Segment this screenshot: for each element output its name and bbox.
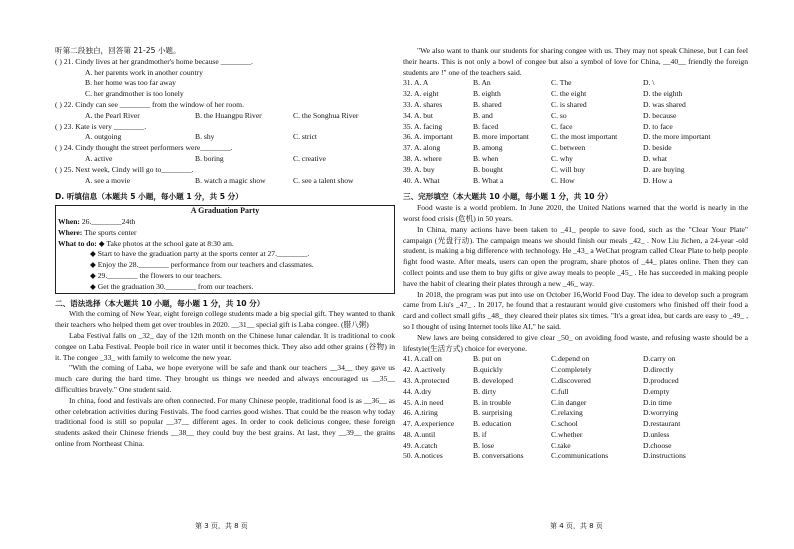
question-23	[55, 122, 395, 144]
left-column	[55, 46, 395, 450]
passage-paragraph: In China, many actions have been taken to _41_ people to save food, such as the "Clear Your Plate" campaign (光盘行动). The campaign means we should finish our meals _42_ . Now Liu Jichen, a 24-year -old student, is making a big difference with technology. He _43_ a WeChat program called Clear Plate to help people fight food waste. After meals, users can open the program, share photos of _44_ plates online. Then they can collect points and use them to buy gifts or give away meals to people _45_ . He has succeeded in making people have the habit of clearing their plates through a new _46_ way.	[403, 224, 748, 288]
option-cell: C.in danger	[551, 397, 587, 407]
option-cell: B. eighth	[473, 89, 501, 99]
box-title: A Graduation Party	[190, 206, 260, 216]
when-label: When:	[58, 216, 80, 226]
option-cell: B. in trouble	[473, 397, 512, 407]
todo-item: ◆ Get the graduation 30.________ from our teachers.	[90, 281, 254, 291]
option-cell: 35. A. facing	[403, 121, 443, 131]
option: C. her grandmother is too lonely	[85, 89, 184, 99]
what-to-do-label: What to do:	[58, 238, 97, 248]
question-25	[55, 165, 395, 187]
option-cell: 44. A.dry	[403, 386, 432, 396]
todo-item: ◆ Take photos at the school gate at 8:30 am.	[98, 238, 234, 248]
section-3-title: 三、完形填空（本大题共 10 小题，每小题 1 分，共 10 分）	[403, 192, 613, 202]
option-cell: B. What a	[473, 175, 504, 185]
option-cell: D. to face	[643, 121, 673, 131]
option: B. boring	[195, 153, 224, 163]
option-cell: 45. A.in need	[403, 397, 444, 407]
question-21	[55, 57, 395, 100]
option-cell: D. what	[643, 153, 668, 163]
option-cell: 42. A.actively	[403, 365, 446, 375]
passage-paragraph: New laws are being considered to give clear _50_ on avoiding food waste, and refusing waste should be a lifestyle(生活方式) choice for everyone.	[403, 332, 748, 353]
graduation-party-box	[55, 205, 395, 293]
option-cell: D. are buying	[643, 164, 685, 174]
option: B. watch a magic show	[195, 175, 266, 185]
option-cell: B. education	[473, 419, 512, 429]
passage-paragraph: With the coming of New Year, eight foreign college students made a big special gift. They wanted to thank their teachers who helped them get over troubles in 2020. __31__ special gift is Laba congee. (腊八粥)	[55, 309, 395, 330]
question-stem: ( ) 22. Cindy can see ________ from the window of her room.	[55, 99, 244, 109]
option-cell: C. between	[551, 143, 586, 153]
option-cell: D.empty	[643, 386, 670, 396]
cloze-options-table	[403, 354, 748, 462]
option-cell: D. \	[643, 78, 655, 88]
passage-paragraph: "We also want to thank our students for sharing congee with us. They may not speak Chinese, but I can feel their hearts. This is not only a bowl of congee but also a symbol of love for China, __40__ friendly the foreign students are !" one of the teachers said.	[403, 46, 748, 77]
option-cell: C.discovered	[551, 375, 591, 385]
option-cell: D. beside	[643, 143, 672, 153]
question-stem: ( ) 24. Cindy thought the street performers were________.	[55, 143, 233, 153]
option-cell: 40. A. What	[403, 175, 440, 185]
option-cell: C. so	[551, 110, 567, 120]
when-value: 26.________24th	[81, 216, 136, 226]
option-cell: 36. A. important	[403, 132, 453, 142]
option-cell: C. face	[551, 121, 573, 131]
option-cell: 34. A. but	[403, 110, 433, 120]
option-cell: D. the eighth	[643, 89, 683, 99]
option-cell: 46. A.tiring	[403, 408, 438, 418]
option: C. strict	[293, 132, 318, 142]
where-value: The sports center	[84, 227, 137, 237]
option: A. the Pearl River	[85, 110, 140, 120]
option-cell: C.whether	[551, 429, 583, 439]
option-cell: C. will buy	[551, 164, 585, 174]
option-cell: 41. A.call on	[403, 354, 442, 364]
option-cell: B. if	[473, 429, 487, 439]
question-22	[55, 100, 395, 122]
option-cell: B. surprising	[473, 408, 513, 418]
option-cell: B. dirty	[473, 386, 497, 396]
option-cell: D. How a	[643, 175, 673, 185]
option-cell: D.produced	[643, 375, 679, 385]
option-cell: D. the more important	[643, 132, 711, 142]
option-cell: D.restaurant	[643, 419, 681, 429]
option: B. shy	[195, 132, 215, 142]
page-number-left: 第 3 页，共 8 页	[195, 522, 248, 530]
option-cell: D.directly	[643, 365, 674, 375]
option-cell: B. shared	[473, 99, 502, 109]
option-cell: B. lose	[473, 440, 495, 450]
option-cell: B. conversations	[473, 451, 524, 461]
option-cell: 43. A.protected	[403, 375, 450, 385]
option: B. the Huangpu River	[195, 110, 262, 120]
passage-paragraph: In china, food and festivals are often connected. For many Chinese people, traditional food is as __36__ as other celebration activities during Festivals. The food carries good wishes. That could be the reason why today traditional food is still so popular __37__ different ages. In order to cook delicious congee, these foreign students asked their Chinese friends __38__ they could buy the best grains. At last, they __39__ the grains online from Northeast China.	[55, 395, 395, 448]
option-cell: 37. A. along	[403, 143, 441, 153]
grammar-options-table	[403, 78, 748, 186]
option-cell: B. faced	[473, 121, 499, 131]
option-cell: C. How	[551, 175, 575, 185]
option-cell: D.carry on	[643, 354, 676, 364]
todo-item: ◆ Start to have the graduation party at the sports center at 27.________.	[90, 249, 310, 259]
option-cell: 38. A. where	[403, 153, 442, 163]
passage-paragraph: Food waste is a world problem. In June 2020, the United Nations warned that the world is nearly in the worst food crisis (危机) in 50 years.	[403, 203, 748, 223]
listening-header: 听第二段独白，回答第 21-25 小题。	[55, 46, 181, 55]
option-cell: C.depend on	[551, 354, 590, 364]
option-cell: D. because	[643, 110, 677, 120]
option-cell: C. The	[551, 78, 572, 88]
option-cell: 50. A.notices	[403, 451, 443, 461]
option-cell: B.quickly	[473, 365, 503, 375]
option-cell: D.in time	[643, 397, 672, 407]
option: A. outgoing	[85, 132, 122, 142]
passage-paragraph: Laba Festival falls on _32_ day of the 12th month on the Chinese lunar calendar. It is traditional to cook congee on Laba Festival. People boil rice in water until it becomes thick. They also add other grains (谷物) in it. The congee _33_ with family to welcome the new year.	[55, 330, 395, 362]
section-2-title: 二、语法选择（本大题共 10 小题，每小题 1 分，共 10 分）	[55, 298, 265, 308]
passage-paragraph: "With the coming of Laba, we hope everyone will be safe and thank our teachers __34__ they gave us much care during the hard time. They brought us things we needed and always encouraged us __35__ difficulties bravely." One student said.	[55, 363, 395, 394]
option-cell: C. why	[551, 153, 573, 163]
option-cell: C.take	[551, 440, 571, 450]
right-column	[403, 46, 748, 462]
option-cell: C.communications	[551, 451, 609, 461]
option-cell: B. when	[473, 153, 499, 163]
option-cell: 47. A.experience	[403, 419, 455, 429]
option-cell: 39. A. buy	[403, 164, 435, 174]
option-cell: C.full	[551, 386, 569, 396]
option: A. see a movie	[85, 175, 131, 185]
option-cell: B. and	[473, 110, 493, 120]
option-cell: B. put on	[473, 354, 502, 364]
option: C. creative	[293, 153, 326, 163]
option-cell: 33. A. shares	[403, 99, 443, 109]
question-stem: ( ) 23. Kate is very ________.	[55, 121, 147, 131]
option: C. see a talent show	[293, 175, 354, 185]
option-cell: 49. A.catch	[403, 440, 438, 450]
option-cell: 48. A.until	[403, 429, 436, 439]
option-cell: B. more important	[473, 132, 529, 142]
page-number-right: 第 4 页，共 8 页	[550, 522, 603, 530]
option-cell: C. the most important	[551, 132, 618, 142]
option-cell: D. was shared	[643, 99, 686, 109]
option-cell: B. bought	[473, 164, 503, 174]
option: C. the Songhua River	[293, 110, 359, 120]
option-cell: D.worrying	[643, 408, 679, 418]
option-cell: C. the eight	[551, 89, 587, 99]
option-cell: D.unless	[643, 429, 670, 439]
option-cell: B. An	[473, 78, 491, 88]
option-cell: 31. A. A	[403, 78, 429, 88]
section-d-title: D. 听填信息（本题共 5 小题，每小题 1 分，共 5 分）	[55, 192, 243, 202]
where-label: Where:	[58, 227, 83, 237]
todo-item: ◆ Enjoy the 28.________ performance from our teachers and classmates.	[90, 260, 314, 270]
option-cell: B. among	[473, 143, 503, 153]
option-cell: C.relaxing	[551, 408, 583, 418]
question-stem: ( ) 21. Cindy lives at her grandmother's home because ________.	[55, 56, 253, 66]
option-cell: 32. A. eight	[403, 89, 439, 99]
option-cell: D.instructions	[643, 451, 686, 461]
option-cell: B. developed	[473, 375, 514, 385]
option: B. her home was too far away	[85, 78, 176, 88]
question-24	[55, 143, 395, 165]
option-cell: C.school	[551, 419, 578, 429]
passage-paragraph: In 2018, the program was put into use on October 16,World Food Day. The idea to develop such a program came from Liu's _47_ . In 2017, he found that a restaurant would give customers who finished off their food a card and collect small gifts _48_ they cleared their plates six times. "It's a great idea, but cards are easy to _49_ , so I thought of using Internet tools like AI," he said.	[403, 289, 748, 331]
option: A. her parents work in another country	[85, 67, 203, 77]
option: A. active	[85, 153, 113, 163]
question-stem: ( ) 25. Next week, Cindy will go to________.	[55, 164, 194, 174]
option-cell: D.choose	[643, 440, 672, 450]
option-cell: C.completely	[551, 365, 592, 375]
option-cell: C. is shared	[551, 99, 587, 109]
todo-item: ◆ 29.________ the flowers to our teachers.	[90, 270, 222, 280]
